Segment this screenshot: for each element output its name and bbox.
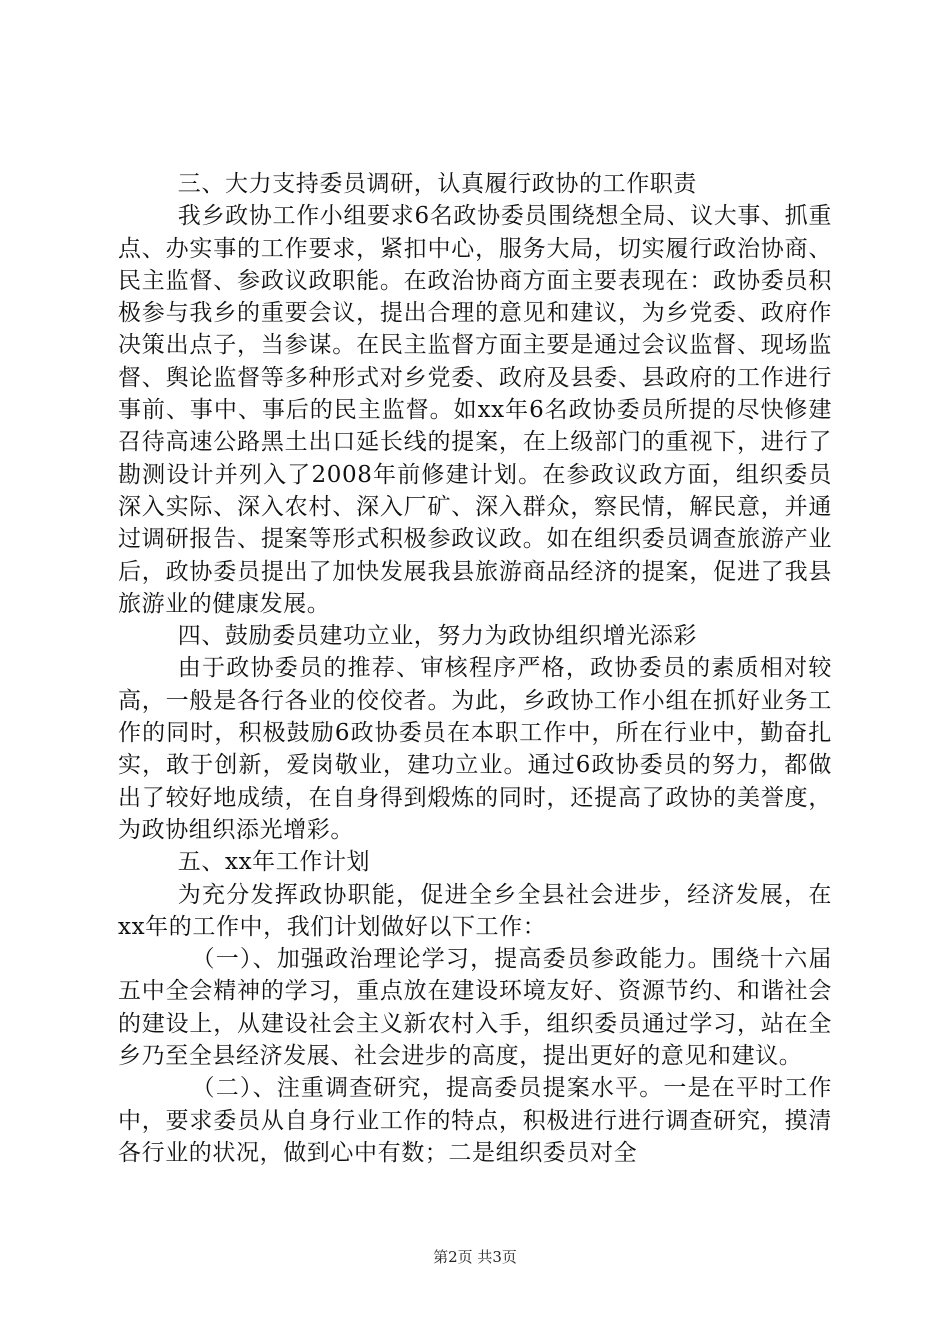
paragraph-section-5-intro: 为充分发挥政协职能，促进全乡全县社会进步，经济发展，在xx年的工作中，我们计划做好以下工作：	[118, 881, 832, 940]
paragraph-plan-item-2: （二）、注重调查研究，提高委员提案水平。一是在平时工作中，要求委员从自身行业工作的特点，积极进行进行调查研究，摸清各行业的状况，做到心中有数；二是组织委员对全	[118, 1075, 832, 1166]
paragraph-section-3: 我乡政协工作小组要求6名政协委员围绕想全局、议大事、抓重点、办实事的工作要求，紧扣中心，服务大局，切实履行政治协商、民主监督、参政议政职能。在政治协商方面主要表现在：政协委员积极参与我乡的重要会议，提出合理的意见和建议，为乡党委、政府作决策出点子，当参谋。在民主监督方面主要是通过会议监督、现场监督、舆论监督等多种形式对乡党委、政府及县委、县政府的工作进行事前、事中、事后的民主监督。如xx年6名政协委员所提的尽快修建召待高速公路黑土出口延长线的提案，在上级部门的重视下，进行了勘测设计并列入了2008年前修建计划。在参政议政方面，组织委员深入实际、深入农村、深入厂矿、深入群众，察民情，解民意，并通过调研报告、提案等形式积极参政议政。如在组织委员调查旅游产业后，政协委员提出了加快发展我县旅游商品经济的提案，促进了我县旅游业的健康发展。	[118, 203, 832, 617]
document-body	[118, 168, 832, 1169]
paragraph-section-4: 由于政协委员的推荐、审核程序严格，政协委员的素质相对较高，一般是各行各业的佼佼者。为此，乡政协工作小组在抓好业务工作的同时，积极鼓励6政协委员在本职工作中，所在行业中，勤奋扎实，敢于创新，爱岗敬业，建功立业。通过6政协委员的努力，都做出了较好地成绩，在自身得到煅炼的同时，还提高了政协的美誉度，为政协组织添光增彩。	[118, 655, 832, 843]
paragraph-plan-item-1: （一）、加强政治理论学习，提高委员参政能力。围绕十六届五中全会精神的学习，重点放在建设环境友好、资源节约、和谐社会的建设上，从建设社会主义新农村入手，组织委员通过学习，站在全乡乃至全县经济发展、社会进步的高度，提出更好的意见和建议。	[118, 946, 832, 1070]
page-number-label: 第2页 共3页	[433, 1248, 517, 1266]
page-footer	[0, 1246, 950, 1267]
heading-section-5: 五、xx年工作计划	[177, 849, 371, 876]
heading-section-3: 三、大力支持委员调研，认真履行政协的工作职责	[177, 171, 697, 197]
heading-section-4: 四、鼓励委员建功立业，努力为政协组织增光添彩	[177, 623, 697, 650]
